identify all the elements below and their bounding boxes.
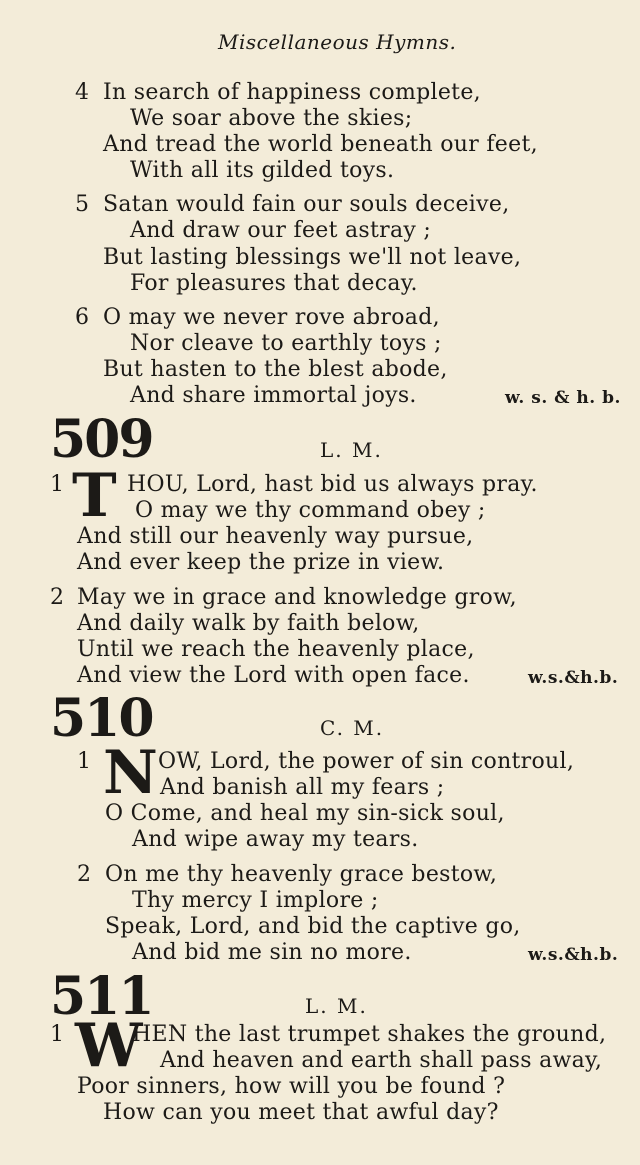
verse-number: 1 <box>77 749 91 774</box>
meter: L. M. <box>320 438 383 462</box>
verse-line: And daily walk by faith below, <box>77 611 420 636</box>
verse-line: On me thy heavenly grace bestow, <box>105 862 498 887</box>
verse-line: Satan would fain our souls deceive, <box>103 192 510 217</box>
verse-line: Thy mercy I implore ; <box>132 888 379 913</box>
meter: L. M. <box>305 994 368 1018</box>
verse-line: May we in grace and knowledge grow, <box>77 585 517 610</box>
attribution: w. s. & h. b. <box>505 388 621 408</box>
hymn-number: 510 <box>50 688 153 749</box>
attribution: w.s.&h.b. <box>528 668 619 688</box>
verse-line: O Come, and heal my sin-sick soul, <box>105 801 505 826</box>
verse-line: And ever keep the prize in view. <box>77 550 445 575</box>
verse-line: Speak, Lord, and bid the captive go, <box>105 914 521 939</box>
verse-line: And draw our feet astray ; <box>130 218 432 243</box>
verse-line: We soar above the skies; <box>130 106 413 131</box>
verse-line: Until we reach the heavenly place, <box>77 637 475 662</box>
hymn-number: 511 <box>50 966 153 1027</box>
verse-line: And banish all my fears ; <box>160 775 445 800</box>
verse-line: And wipe away my tears. <box>132 827 419 852</box>
verse-line: And still our heavenly way pursue, <box>77 524 474 549</box>
verse-line: O may we thy command obey ; <box>135 498 486 523</box>
verse-line: Nor cleave to earthly toys ; <box>130 331 442 356</box>
verse-line: But lasting blessings we'll not leave, <box>103 245 522 270</box>
attribution: w.s.&h.b. <box>528 945 619 965</box>
verse-line: And heaven and earth shall pass away, <box>160 1048 603 1073</box>
meter: C. M. <box>320 716 385 740</box>
verse-line: But hasten to the blest abode, <box>103 357 448 382</box>
verse-line: And bid me sin no more. <box>132 940 412 965</box>
hymn-number: 509 <box>50 409 153 470</box>
drop-cap: W <box>75 1011 143 1081</box>
verse-number: 1 <box>50 1022 64 1047</box>
verse-line: With all its gilded toys. <box>130 158 395 183</box>
verse-number: 2 <box>77 862 91 887</box>
verse-line: HOU, Lord, hast bid us always pray. <box>127 472 538 497</box>
verse-line: And view the Lord with open face. <box>77 663 470 688</box>
verse-line: In search of happiness complete, <box>103 80 481 105</box>
verse-line: Poor sinners, how will you be found ? <box>77 1074 506 1099</box>
running-header: Miscellaneous Hymns. <box>218 30 457 54</box>
verse-number: 6 <box>75 305 89 330</box>
verse-line: HEN the last trumpet shakes the ground, <box>132 1022 607 1047</box>
verse-line: How can you meet that awful day? <box>103 1100 499 1125</box>
verse-line: And tread the world beneath our feet, <box>103 132 538 157</box>
verse-line: And share immortal joys. <box>130 383 417 408</box>
verse-line: For pleasures that decay. <box>130 271 418 296</box>
drop-cap: N <box>103 738 158 808</box>
verse-line: O may we never rove abroad, <box>103 305 440 330</box>
drop-cap: T <box>72 461 117 531</box>
verse-line: OW, Lord, the power of sin controul, <box>158 749 575 774</box>
verse-number: 2 <box>50 585 64 610</box>
verse-number: 4 <box>75 80 89 105</box>
verse-number: 1 <box>50 472 64 497</box>
verse-number: 5 <box>75 192 89 217</box>
